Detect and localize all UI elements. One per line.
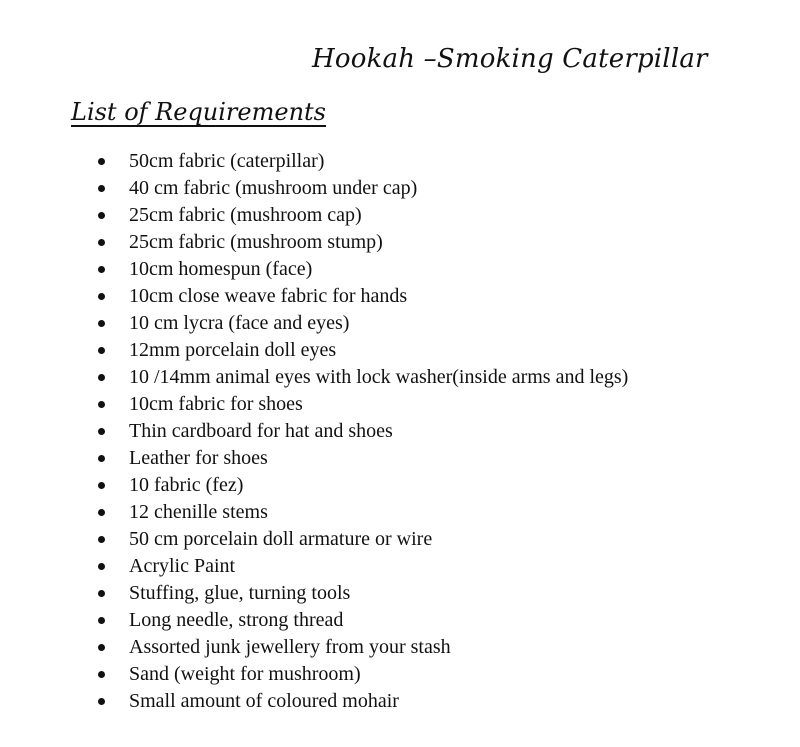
bullet-icon [98,158,105,165]
list-item-text: 10 fabric (fez) [129,474,244,496]
list-item [98,229,628,256]
requirements-list [98,148,628,715]
list-item [98,202,628,229]
bullet-icon [98,482,105,489]
bullet-icon [98,428,105,435]
list-item-text: 40 cm fabric (mushroom under cap) [129,177,418,199]
bullet-icon [98,293,105,300]
bullet-icon [98,563,105,570]
bullet-icon [98,617,105,624]
list-item-text: Acrylic Paint [129,555,236,577]
list-item [98,310,628,337]
list-item-text: Sand (weight for mushroom) [129,663,361,685]
list-item [98,526,628,553]
list-item [98,688,628,715]
list-item-text: Small amount of coloured mohair [129,690,399,712]
list-item [98,499,628,526]
list-item [98,256,628,283]
list-item-text: 10cm homespun (face) [129,258,313,280]
list-item-text: 50 cm porcelain doll armature or wire [129,528,433,550]
list-item-text: 50cm fabric (caterpillar) [129,150,325,172]
list-item-text: Thin cardboard for hat and shoes [129,420,393,442]
list-item-text: Leather for shoes [129,447,268,469]
list-item-text: 10 /14mm animal eyes with lock washer(inside arms and legs) [129,366,629,388]
bullet-icon [98,239,105,246]
list-item-text: 12 chenille stems [129,501,268,523]
list-item [98,472,628,499]
list-item [98,364,628,391]
document-title: Hookah –Smoking Caterpillar [312,44,708,74]
list-item [98,418,628,445]
list-item-text: 10 cm lycra (face and eyes) [129,312,350,334]
list-item [98,175,628,202]
list-item [98,148,628,175]
bullet-icon [98,671,105,678]
bullet-icon [98,590,105,597]
bullet-icon [98,266,105,273]
bullet-icon [98,644,105,651]
section-heading: List of Requirements [71,98,326,126]
bullet-icon [98,509,105,516]
list-item [98,661,628,688]
list-item-text: 25cm fabric (mushroom stump) [129,231,383,253]
bullet-icon [98,347,105,354]
list-item [98,634,628,661]
list-item-text: 10cm close weave fabric for hands [129,285,408,307]
bullet-icon [98,401,105,408]
list-item [98,580,628,607]
bullet-icon [98,374,105,381]
bullet-icon [98,320,105,327]
bullet-icon [98,536,105,543]
list-item-text: 25cm fabric (mushroom cap) [129,204,362,226]
list-item [98,337,628,364]
list-item-text: 10cm fabric for shoes [129,393,303,415]
list-item [98,607,628,634]
list-item-text: Long needle, strong thread [129,609,344,631]
bullet-icon [98,455,105,462]
list-item [98,283,628,310]
list-item [98,391,628,418]
list-item-text: 12mm porcelain doll eyes [129,339,337,361]
list-item [98,553,628,580]
bullet-icon [98,698,105,705]
bullet-icon [98,185,105,192]
list-item-text: Stuffing, glue, turning tools [129,582,351,604]
list-item [98,445,628,472]
list-item-text: Assorted junk jewellery from your stash [129,636,451,658]
bullet-icon [98,212,105,219]
